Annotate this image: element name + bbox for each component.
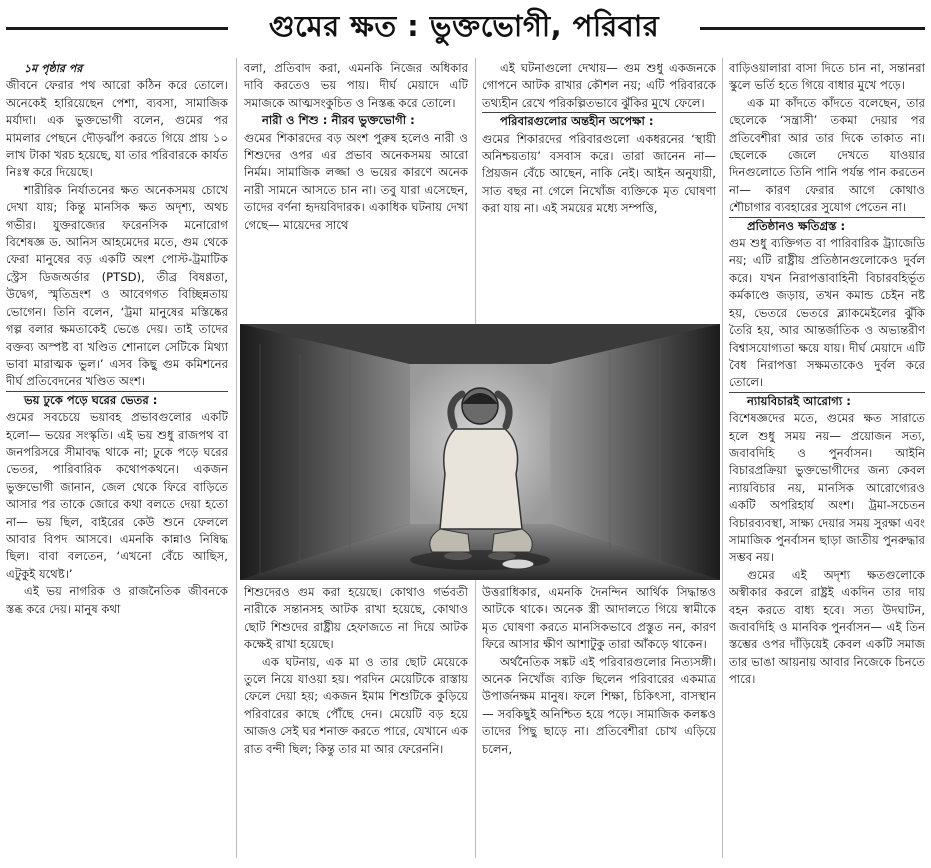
paragraph: এই ভয় নাগরিক ও রাজনৈতিক জীবনকে স্তব্ধ করে দেয়। মানুষ কথা [6,584,228,616]
subheading: ভয় ঢুকে পড়ে ঘরের ভেতর : [24,392,158,407]
headline-title: গুমের ক্ষত : ভুক্তভোগী, পরিবার [268,9,660,43]
paragraph: গুমের শিকারদের বড় অংশ পুরুষ হলেও নারী ও শিশুদের ওপর এর প্রভাব অনেকসময় আরো নির্মম। সামাজিক লজ্জা ও ভয়ের কারণে অনেক নারী সামনে আসতে চান না। তবু যারা এসেছেন, তাদের বর্ণনা হৃদয়বিদারক। একাধিক ঘটনায় দেখা গেছে— মায়েদের সাথে [244,130,468,232]
column-divider [236,58,237,858]
continuation-label: ১ম পৃষ্ঠার পর [24,62,83,75]
paragraph: বিশেষজ্ঞদের মতে, গুমের ক্ষত সারাতে হলে শুধু সময় নয়— প্রয়োজন সত্য, জবাবদিহি ও পুনর্বাসন। আইনি বিচারপ্রক্রিয়া ভুক্তভোগীদের জন্য কেবল ন্যায়বিচার নয়, মানসিক আরোগ্যেরও একটি অপরিহার্য অংশ। ট্রমা-সচেতন বিচারব্যবস্থা, সাক্ষ্য দেয়ার সময় সুরক্ষা এবং সামাজিক পুনর্বাসন ছাড়া জাতীয় পুনরুদ্ধার সম্ভব নয়। [729,411,925,565]
headline-rule-right [700,27,925,30]
article-column-1 [6,60,228,860]
paragraph: এই ঘটনাগুলো দেখায়— গুম শুধু একজনকে গোপনে আটক রাখার কৌশল নয়; এটি পরিবারকে তথ্যহীন রেখে পরিকল্পিতভাবে ঝুঁকির মুখে ফেলে। [482,61,716,110]
prisoner-illustration [240,324,720,580]
paragraph: শারীরিক নির্যাতনের ক্ষত অনেকসময় চোখে দেখা যায়; কিন্তু মানসিক ক্ষত অদৃশ্য, অথচ গভীর। যুক্তরাজ্যের ফরেনসিক মনোরোগ বিশেষজ্ঞ ড. আনিস আহমেদের মতে, গুম থেকে ফেরা মানুষের বড় একটি অংশ পোস্ট-ট্রমাটিক স্ট্রেস ডিজঅর্ডার (PTSD), তীব্র বিষণ্ণতা, উদ্বেগ, স্মৃতিভ্রংশ ও আবেগগত বিচ্ছিন্নতায় ভোগেন। তিনি বলেন, ‘ট্রমা মানুষের মস্তিষ্কের গল্প বলার ক্ষমতাকেই ভেঙে দেয়। তাই তাদের বক্তব্য অস্পষ্ট বা খণ্ডিত শোনালে সেটিকে মিথ্যা ভাবা মারাত্মক ভুল।’ এসব কিছু গুম কমিশনের দীর্ঘ প্রতিবেদনের খণ্ডিত অংশ। [6,182,228,389]
paragraph: শিশুদেরও গুম করা হয়েছে। কোথাও গর্ভবতী নারীকে সন্তানসহ আটক রাখা হয়েছে, কোথাও ছোট শিশুদের রাষ্ট্রীয় হেফাজতে না দিয়ে আটক কক্ষেই রাখা হয়েছে। [244,585,468,652]
paragraph: গুমের সবচেয়ে ভয়াবহ প্রভাবগুলোর একটি হলো— ভয়ের সংস্কৃতি। এই ভয় শুধু রাজপথ বা জনপরিসরে সীমাবদ্ধ থাকে না; ঢুকে পড়ে ঘরের ভেতর, পারিবারিক কথোপকথনে। একজন ভুক্তভোগী জানান, জেল থেকে ফিরে বাড়িতে আসার পর তাকে জোরে কথা বলতে দেয়া হতো না— ভয় ছিল, বাইরের কেউ শুনে ফেললে আবার বিপদ আসবে। এমনকি কান্নাও নিষিদ্ধ ছিল। বাবা বলতেন, ‘এখনো বেঁচে আছিস, এটুকুই যথেষ্ট।’ [6,410,228,581]
article-column-2-bottom [244,584,468,854]
paragraph: গুমের এই অদৃশ্য ক্ষতগুলোকে অস্বীকার করলে রাষ্ট্রই একদিন তার দায় বহন করতে বাধ্য হবে। সত্য উদঘাটন, জবাবদিহি ও মানবিক পুনর্বাসন— এই তিন স্তম্ভের ওপর দাঁড়িয়েই কেবল একটি সমাজ তার ভাঙা আয়নায় আবার নিজেকে চিনতে পারে। [729,567,925,687]
subheading: নারী ও শিশু : নীরব ভুক্তভোগী : [262,113,415,128]
paragraph: বলা, প্রতিবাদ করা, এমনকি নিজের অধিকার দাবি করতেও ভয় পায়। দীর্ঘ মেয়াদে এটি সমাজকে আত্মসংকুচিত ও নিস্তব্ধ করে তোলে। [244,61,468,110]
subheading: পরিবারগুলোর অন্তহীন অপেক্ষা : [500,114,654,129]
paragraph: অর্থনৈতিক সঙ্কট এই পরিবারগুলোর নিত্যসঙ্গী। অনেক নিখোঁজ ব্যক্তি ছিলেন পরিবারের একমাত্র উপার্জনক্ষম মানুষ। ফলে শিক্ষা, চিকিৎসা, বাসস্থান— সবকিছুই অনিশ্চিত হয়ে পড়ে। সামাজিক কলঙ্কও তাদের পিছু ছাড়ে না। প্রতিবেশীরা চোখ এড়িয়ে চলেন, [482,654,716,756]
subheading: প্রতিষ্ঠানও ক্ষতিগ্রস্ত : [747,218,846,233]
subheading: ন্যায়বিচারই আরোগ্য : [747,393,851,408]
paragraph: এক ঘটনায়, এক মা ও তার ছোট মেয়েকে তুলে নিয়ে যাওয়া হয়। পরদিন মেয়েটিকে রাস্তায় ফেলে দেয়া হয়; একজন ইমাম শিশুটিকে কুড়িয়ে পরিবারের কাছে পৌঁছে দেন। মেয়েটি বড় হয়ে আজও সেই ঘর শনাক্ত করতে পারে, যেখানে এক রাত বন্দী ছিল; কিন্তু তার মা আর ফেরেননি। [244,654,468,756]
paragraph: উত্তরাধিকার, এমনকি দৈনন্দিন আর্থিক সিদ্ধান্তও আটকে থাকে। অনেক স্ত্রী আদালতে গিয়ে স্বামীকে মৃত ঘোষণা করতে মানসিকভাবে প্রস্তুত নন, কারণ ফিরে আসার ক্ষীণ আশাটুকু তারা আঁকড়ে থাকেন। [482,585,716,652]
headline-rule-left [6,27,228,30]
paragraph: গুম শুধু ব্যক্তিগত বা পারিবারিক ট্র্যাজেডি নয়; এটি রাষ্ট্রীয় প্রতিষ্ঠানগুলোকেও দুর্বল করে। যখন নিরাপত্তাবাহিনী বিচারবহির্ভূত কর্মকাণ্ডে জড়ায়, তখন কমান্ড চেইন নষ্ট হয়, ভেতরে ভেতরে ব্ল্যাকমেইলের ঝুঁকি তৈরি হয়, আর আন্তর্জাতিক ও অভ্যন্তরীণ বিশ্বাসযোগ্যতা ক্ষয়ে যায়। দীর্ঘ মেয়াদে এটি বৈধ নিরাপত্তা সক্ষমতাকেও দুর্বল করে তোলে। [729,236,925,390]
article-column-3-top [482,60,716,322]
paragraph: জীবনে ফেরার পথ আরো কঠিন করে তোলে। অনেকেই হারিয়েছেন পেশা, ব্যবসা, সামাজিক মর্যাদা। এক ভুক্তভোগী বলেন, গুমের পর মামলার পেছনে দৌড়ঝাঁপ করতে গিয়ে প্রায় ১০ লাখ টাকা খরচ হয়েছে, যা তার পরিবারকে কার্যত নিঃস্ব করে দিয়েছে। [6,78,228,180]
article-column-4 [729,60,925,860]
column-divider [722,58,723,858]
cell-corridor-image [240,324,720,580]
paragraph: বাড়িওয়ালারা বাসা দিতে চান না, সন্তানরা স্কুলে ভর্তি হতে গিয়ে বাধার মুখে পড়ে। [729,61,925,93]
article-column-2-top [244,60,468,322]
article-column-3-bottom [482,584,716,854]
headline-banner [0,4,931,52]
paragraph: এক মা কাঁদতে কাঁদতে বলেছেন, তার ছেলেকে ‘সন্ত্রাসী’ তকমা দেয়ার পর প্রতিবেশীরা আর তার দিকে তাকাত না। ছেলেকে জেলে দেখতে যাওয়ার দিনগুলোতে তিনি পানি পর্যন্ত পান করতেন না— কারণ ফেরার আগে কোথাও শৌচাগার ব্যবহারের সুযোগ পেতেন না। [729,95,925,215]
paragraph: গুমের শিকারদের পরিবারগুলো একধরনের ‘স্থায়ী অনিশ্চয়তায়’ বসবাস করে। তারা জানেন না— প্রিয়জন বেঁচে আছেন, নাকি নেই। আইন অনুযায়ী, সাত বছর না গেলে নিখোঁজ ব্যক্তিকে মৃত ঘোষণা করা যায় না। এই সময়ের মধ্যে সম্পত্তি, [482,131,716,216]
